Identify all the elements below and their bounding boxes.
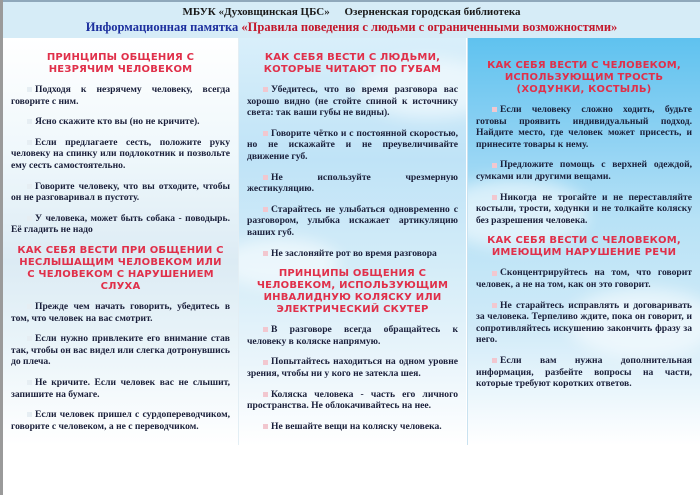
column-2 — [238, 38, 466, 445]
bullet-icon — [27, 184, 32, 189]
list-item: Ясно скажите кто вы (но не кричите). — [11, 116, 230, 128]
list-item: Если предлагаете сесть, положите руку человеку на спинку или подлокотник и позвольте ему сесть самостоятельно. — [11, 136, 230, 171]
list-item: Убедитесь, что во время разговора вас хорошо видно (не стойте спиной к источнику света: так ваши губы не видны). — [247, 84, 458, 119]
bullet-icon — [263, 327, 268, 332]
bullet-icon — [263, 392, 268, 397]
column-3 — [467, 38, 700, 445]
bullet-icon — [263, 175, 268, 180]
list-item: Старайтесь не улыбаться одновременно с разговором, улыбка искажает артикуляцию ваших губ. — [247, 203, 458, 238]
bullet-icon — [492, 107, 497, 112]
section-heading: ПРИНЦИПЫ ОБЩЕНИЯ С ЧЕЛОВЕКОМ, ИСПОЛЬЗУЮЩИМ ИНВАЛИДНУЮ КОЛЯСКУ ИЛИ ЭЛЕКТРИЧЕСКИЙ СКУТЕР — [256, 268, 449, 316]
leaflet-title — [3, 20, 700, 35]
section-heading: КАК СЕБЯ ВЕСТИ ПРИ ОБЩЕНИИ С НЕСЛЫШАЩИМ ЧЕЛОВЕКОМ ИЛИ С ЧЕЛОВЕКОМ С НАРУШЕНИЕМ СЛУХА — [17, 244, 224, 292]
bullet-icon — [492, 195, 497, 200]
list-item: Попытайтесь находиться на одном уровне зрения, чтобы ни у кого не затекла шея. — [247, 356, 458, 379]
list-item: Говорите человеку, что вы отходите, чтобы он не разговаривал в пустоту. — [11, 180, 230, 204]
column-1 — [3, 38, 238, 445]
bullet-icon — [27, 412, 32, 417]
header-organization-line — [3, 6, 700, 18]
bullet-icon — [27, 87, 32, 92]
title-prefix: Информационная памятка — [85, 20, 239, 34]
bullet-icon — [492, 163, 497, 168]
section-heading: КАК СЕБЯ ВЕСТИ С ЛЮДЬМИ, КОТОРЫЕ ЧИТАЮТ ПО ГУБАМ — [263, 52, 442, 75]
list-item: Прежде чем начать говорить, убедитесь в том, что человек на вас смотрит. — [11, 300, 230, 324]
bullet-icon — [27, 216, 32, 221]
bullet-icon — [492, 271, 497, 276]
section-heading: ПРИНЦИПЫ ОБЩЕНИЯ С НЕЗРЯЧИМ ЧЕЛОВЕКОМ — [46, 52, 195, 75]
list-item: Предложите помощь с верхней одеждой, сумками или другими вещами. — [476, 159, 692, 182]
bullet-icon — [263, 131, 268, 136]
bullet-icon — [263, 207, 268, 212]
list-item: Если вам нужна дополнительная информация, разбейте вопросы на части, которые требуют коротких ответов. — [476, 354, 692, 390]
bullet-icon — [27, 380, 32, 385]
list-item: У человека, может быть собака - поводырь. Её гладить не надо — [11, 212, 230, 236]
bullet-icon — [263, 424, 268, 429]
bullet-icon — [27, 119, 32, 124]
list-item: Не используйте чрезмерную жестикуляцию. — [247, 171, 458, 195]
bullet-icon — [27, 336, 32, 341]
bullet-icon — [27, 140, 32, 145]
header-banner — [3, 0, 700, 38]
library-name: Озерненская городская библиотека — [344, 6, 521, 18]
section-heading: КАК СЕБЯ ВЕСТИ С ЧЕЛОВЕКОМ, ИМЕЮЩИМ НАРУШЕНИЕ РЕЧИ — [487, 235, 681, 259]
list-item: В разговоре всегда обращайтесь к человеку в коляске напрямую. — [247, 324, 458, 347]
list-item: Коляска человека - часть его личного пространства. Не облокачивайтесь на нее. — [247, 388, 458, 412]
list-item: Никогда не трогайте и не переставляйте костыли, трости, ходунки и не толкайте коляску без разрешения человека. — [476, 191, 692, 226]
bullet-icon — [27, 304, 32, 309]
section-heading: КАК СЕБЯ ВЕСТИ С ЧЕЛОВЕКОМ, ИСПОЛЬЗУЮЩИМ ТРОСТЬ (ХОДУНКИ, КОСТЫЛЬ) — [487, 60, 681, 95]
bullet-icon — [492, 303, 497, 308]
organization-name: МБУК «Духовщинская ЦБС» — [182, 6, 330, 18]
bullet-icon — [263, 360, 268, 365]
list-item: Если нужно привлеките его внимание став так, чтобы он вас видел или слегка дотронувшись до плеча. — [11, 333, 231, 368]
list-item: Сконцентрируйтесь на том, что говорит человек, а не на том, как он это говорит. — [476, 267, 692, 290]
bullet-icon — [492, 358, 497, 363]
list-item: Подходя к незрячему человеку, всегда говорите с ним. — [11, 84, 230, 107]
bottom-margin — [3, 445, 700, 495]
list-item: Не заслоняйте рот во время разговора — [247, 248, 458, 260]
bullet-icon — [263, 251, 268, 256]
title-quote: «Правила поведения с людьми с ограниченными возможностями» — [241, 20, 618, 34]
list-item: Не старайтесь исправлять и договаривать за человека. Терпеливо ждите, пока он говорит, и сопротивляйтесь искушению закончить фразу за него. — [476, 299, 692, 346]
list-item: Если человеку сложно ходить, будьте готовы проявить индивидуальный подход. Найдите место, где человек может присесть, и принесите товары к нему. — [476, 104, 692, 150]
list-item: Говорите чётко и с постоянной скоростью, но не искажайте и не преувеличивайте движение губ. — [247, 127, 458, 162]
list-item: Не кричите. Если человек вас не слышит, запишите на бумаге. — [11, 376, 230, 400]
list-item: Если человек пришел с сурдопереводчиком, говорите с человеком, а не с переводчиком. — [11, 409, 230, 432]
list-item: Не вешайте вещи на коляску человека. — [247, 421, 458, 433]
bullet-icon — [263, 87, 268, 92]
